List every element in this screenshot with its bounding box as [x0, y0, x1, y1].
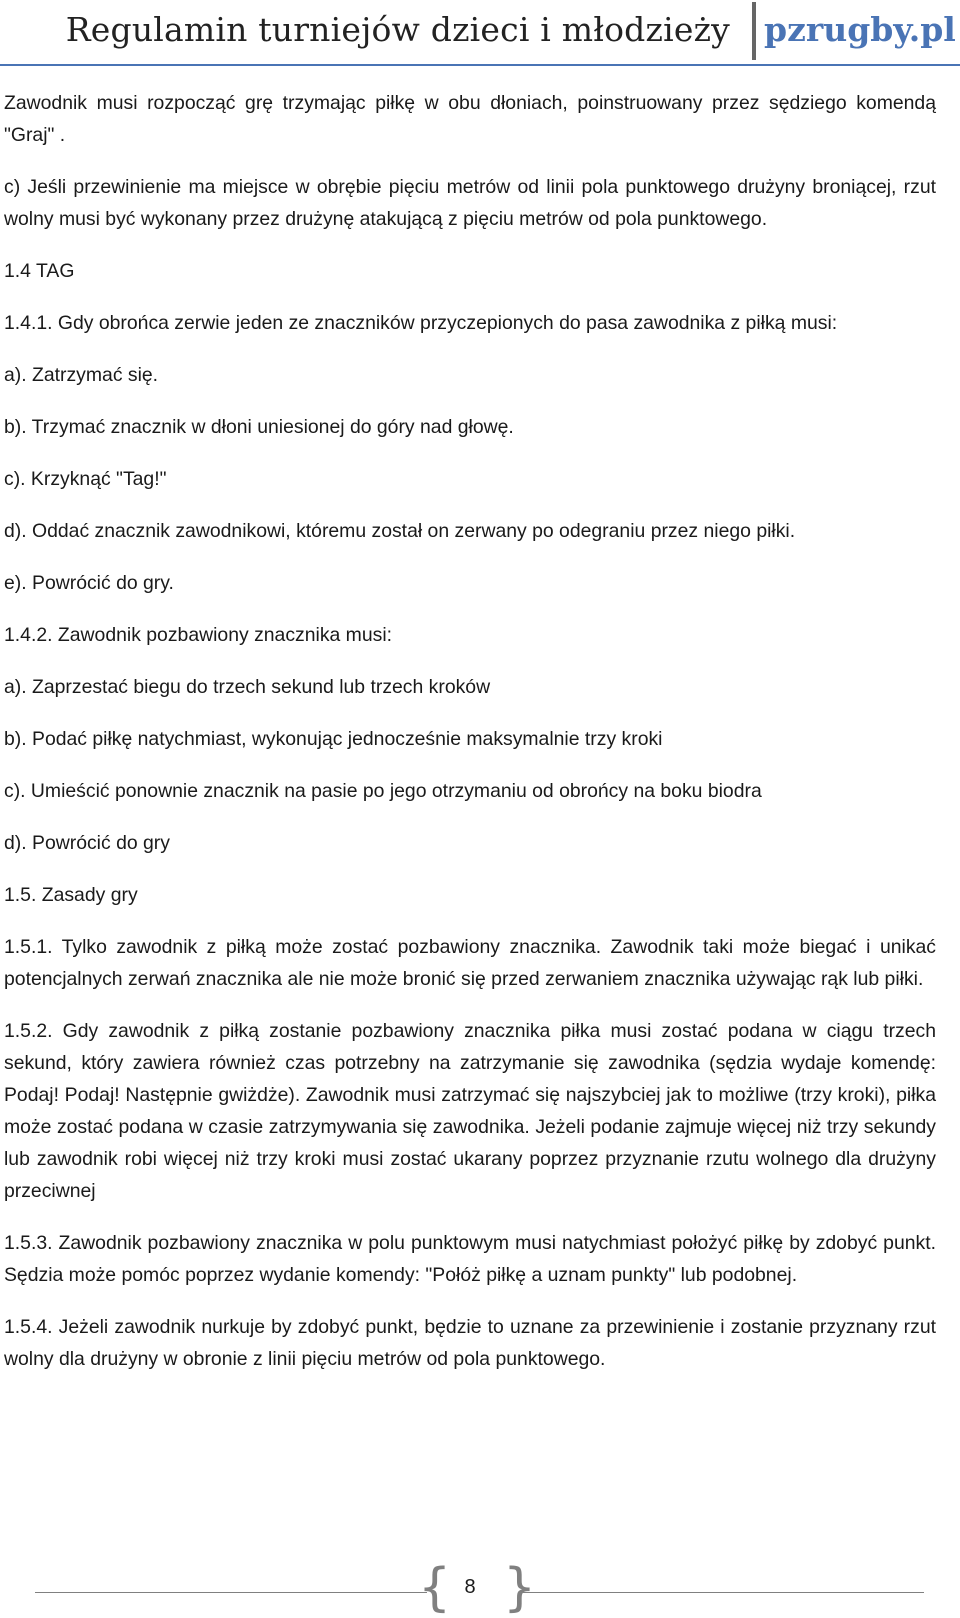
paragraph-1-5-1: 1.5.1. Tylko zawodnik z piłką może zostać pozbawiony znacznika. Zawodnik taki może biegać i unikać potencjalnych zerwań znacznika ale nie może bronić się przed zerwaniem znacznika używając rąk lub piłki.: [4, 936, 936, 990]
header-rule: [0, 64, 960, 66]
paragraph-1-5-4: 1.5.4. Jeżeli zawodnik nurkuje by zdobyć punkt, będzie to uznane za przewinienie i zostanie przyznany rzut wolny dla drużyny w obronie z linii pięciu metrów od pola punktowego.: [4, 1316, 936, 1370]
list-item: d). Oddać znacznik zawodnikowi, któremu został on zerwany po odegraniu przez niego piłki.: [4, 520, 796, 542]
list-item: a). Zaprzestać biegu do trzech sekund lub trzech kroków: [4, 676, 491, 698]
right-brace-icon: }: [503, 1558, 537, 1618]
paragraph-1-4-2: 1.4.2. Zawodnik pozbawiony znacznika musi:: [4, 624, 393, 646]
paragraph-play-start: Zawodnik musi rozpocząć grę trzymając piłkę w obu dłoniach, poinstruowany przez sędziego komendą "Graj" .: [4, 92, 936, 146]
brand-name: pzrugby.pl: [764, 10, 956, 49]
list-item: c). Krzyknąć "Tag!": [4, 468, 167, 490]
paragraph-1-4-1: 1.4.1. Gdy obrońca zerwie jeden ze znaczników przyczepionych do pasa zawodnika z piłką musi:: [4, 312, 838, 334]
document-body: [4, 87, 936, 1395]
footer-rule-left: [35, 1592, 427, 1593]
list-item: e). Powrócić do gry.: [4, 572, 174, 594]
header-separator: [752, 2, 756, 60]
list-item: b). Podać piłkę natychmiast, wykonując jednocześnie maksymalnie trzy kroki: [4, 728, 663, 750]
paragraph-1-5-3: 1.5.3. Zawodnik pozbawiony znacznika w polu punktowym musi natychmiast położyć piłkę by zdobyć punkt. Sędzia może pomóc poprzez wydanie komendy: "Połóż piłkę a uznam punkty" lub podobnej.: [4, 1232, 936, 1286]
list-item: a). Zatrzymać się.: [4, 364, 159, 386]
page-footer: [0, 1558, 960, 1618]
page-header: [0, 0, 960, 66]
section-heading-game-rules: 1.5. Zasady gry: [4, 884, 138, 906]
list-item: b). Trzymać znacznik w dłoni uniesionej do góry nad głowę.: [4, 416, 514, 438]
paragraph-1-5-2: 1.5.2. Gdy zawodnik z piłką zostanie pozbawiony znacznika piłka musi zostać podana w ciągu trzech sekund, który zawiera również czas potrzebny na zatrzymanie się zawodnika (sędzia wydaje komendę: Podaj! Podaj! Następnie gwiżdże). Zawodnik musi zatrzymać się najszybciej jak to możliwe (trzy kroki), piłka może zostać podana w czasie zatrzymywania się zawodnika. Jeżeli podanie zajmuje więcej niż trzy sekundy lub zawodnik robi więcej niż trzy kroki musi zostać ukarany poprzez przyznanie rzutu wolnego dla drużyny przeciwnej: [4, 1020, 936, 1202]
section-heading-tag: 1.4 TAG: [4, 260, 75, 282]
document-title: Regulamin turniejów dzieci i młodzieży: [65, 10, 730, 49]
footer-rule-right: [518, 1592, 924, 1593]
list-item: d). Powrócić do gry: [4, 832, 170, 854]
paragraph-free-kick-rule: c) Jeśli przewinienie ma miejsce w obrębie pięciu metrów od linii pola punktowego drużyny broniącej, rzut wolny musi być wykonany przez drużynę atakującą z pięciu metrów od pola punktowego.: [4, 176, 936, 230]
left-brace-icon: {: [418, 1558, 452, 1618]
page-number: 8: [464, 1576, 476, 1598]
list-item: c). Umieścić ponownie znacznik na pasie po jego otrzymaniu od obrońcy na boku biodra: [4, 780, 762, 802]
